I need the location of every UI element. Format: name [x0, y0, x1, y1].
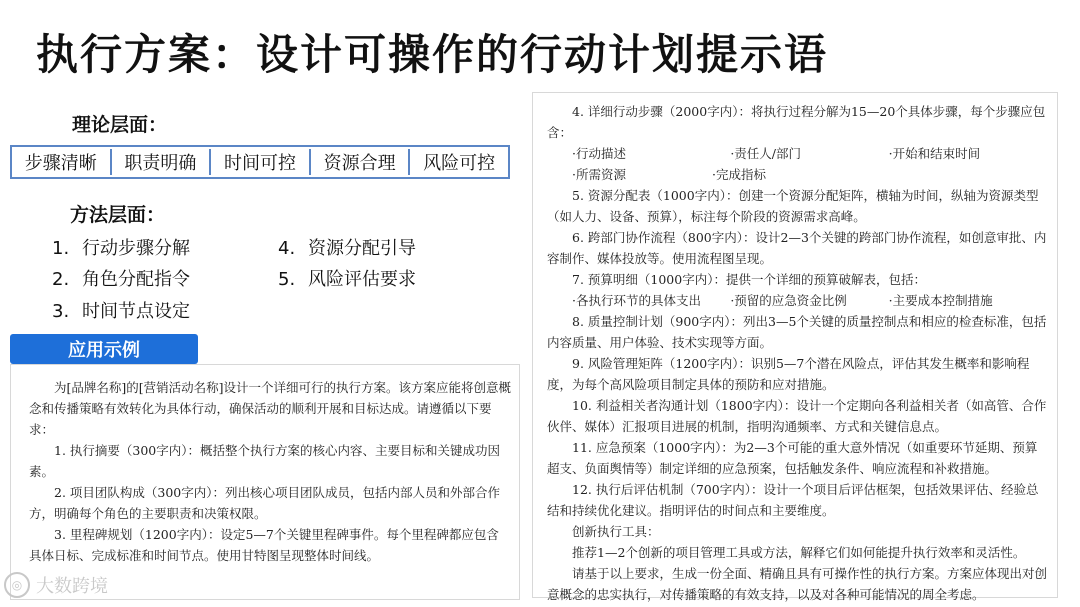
theory-tag: 职责明确	[112, 149, 212, 175]
doc-paragraph: 10. 利益相关者沟通计划（1800字内）：设计一个定期向各利益相关者（如高管、合作伙伴、媒体）汇报项目进展的机制，指明沟通频率、方式和关键信息点。	[547, 398, 1047, 434]
method-item-label: 行动步骤分解	[82, 238, 190, 259]
page-title: 执行方案：设计可操作的行动计划提示语	[36, 30, 829, 79]
doc-paragraph: 9. 风险管理矩阵（1200字内）：识别5—7个潜在风险点，评估其发生概率和影响程度，为每个高风险项目制定具体的预防和应对措施。	[547, 356, 1030, 392]
doc-paragraph: 创新执行工具：	[572, 524, 660, 539]
doc-sub-item: ·各执行环节的具体支出	[572, 293, 701, 308]
method-item-label: 角色分配指令	[82, 269, 190, 290]
doc-paragraph: 请基于以上要求，生成一份全面、精确且具有可操作性的执行方案。方案应体现出对创意概念的忠实执行，对传播策略的有效支持，以及对各种可能情况的周全考虑。	[547, 566, 1048, 602]
doc-paragraph: 2. 项目团队构成（300字内）：列出核心项目团队成员，包括内部人员和外部合作方，明确每个角色的主要职责和决策权限。	[29, 485, 501, 521]
method-item-label: 资源分配引导	[308, 238, 416, 259]
method-item-number: 4.	[278, 238, 296, 259]
doc-paragraph: 3. 里程碑规划（1200字内）：设定5—7个关键里程碑事件。每个里程碑都应包含具体日标、完成标准和时间节点。使用甘特图呈现整体时间线。	[29, 527, 499, 563]
watermark-text: 大数跨境	[36, 576, 108, 597]
method-item	[52, 265, 190, 291]
method-item-number: 2.	[52, 269, 70, 290]
example-document-left	[10, 364, 520, 600]
doc-paragraph: 为[品牌名称]的[营销活动名称]设计一个详细可行的执行方案。该方案应能将创意概念和传播策略有效转化为具体行动，确保活动的顺利开展和目标达成。请遵循以下要求：	[29, 380, 512, 437]
watermark-logo-icon: ◎	[4, 572, 30, 598]
doc-sub-item: ·责任人/部门	[730, 146, 802, 161]
doc-paragraph: 推荐1—2个创新的项目管理工具或方法，解释它们如何能提升执行效率和灵活性。	[572, 545, 1026, 560]
theory-tag-row	[10, 145, 510, 179]
doc-sub-item: ·完成指标	[712, 167, 766, 182]
doc-sub-item: ·预留的应急资金比例	[730, 293, 847, 308]
doc-paragraph: 12. 执行后评估机制（700字内）：设计一个项目后评估框架，包括效果评估、经验总结和持续优化建议。指明评估的时间点和主要维度。	[547, 482, 1039, 518]
doc-sub-item: ·主要成本控制措施	[888, 293, 993, 308]
theory-tag: 时间可控	[211, 149, 311, 175]
doc-paragraph: 5. 资源分配表（1000字内）：创建一个资源分配矩阵，横轴为时间，纵轴为资源类型（如人力、设备、预算），标注每个阶段的资源需求高峰。	[547, 188, 1039, 224]
document-text	[547, 101, 1047, 605]
method-item-label: 时间节点设定	[82, 301, 190, 322]
doc-paragraph: 4. 详细行动步骤（2000字内）：将执行过程分解为15—20个具体步骤，每个步骤应包含：	[547, 104, 1046, 140]
method-item	[52, 234, 190, 260]
doc-sub-list	[547, 164, 1047, 185]
doc-sub-list	[547, 143, 1047, 164]
example-document-right	[532, 92, 1058, 602]
theory-tag: 资源合理	[311, 149, 411, 175]
theory-tag: 风险可控	[423, 153, 496, 174]
method-item-number: 3.	[52, 301, 70, 322]
method-item	[278, 265, 416, 291]
method-item-label: 风险评估要求	[308, 269, 416, 290]
doc-sub-item: ·行动描述	[572, 146, 626, 161]
doc-sub-item: ·开始和结束时间	[888, 146, 981, 161]
doc-paragraph: 1. 执行摘要（300字内）：概括整个执行方案的核心内容、主要目标和关键成功因素。	[29, 443, 501, 479]
doc-paragraph: 11. 应急预案（1000字内）：为2—3个可能的重大意外情况（如重要环节延期、预算超支、负面舆情等）制定详细的应急预案，包括触发条件、响应流程和补救措施。	[547, 440, 1038, 476]
theory-heading: 理论层面：	[72, 114, 168, 136]
method-item-number: 1.	[52, 238, 70, 259]
method-heading: 方法层面：	[70, 204, 166, 226]
document-text	[29, 377, 511, 566]
method-item	[52, 297, 190, 323]
watermark	[4, 572, 108, 598]
method-list	[52, 234, 472, 330]
example-badge: 应用示例	[10, 334, 198, 364]
doc-paragraph: 8. 质量控制计划（900字内）：列出3—5个关键的质量控制点和相应的检查标准，包括内容质量、用户体验、技术实现等方面。	[547, 314, 1047, 350]
method-item-number: 5.	[278, 269, 296, 290]
doc-sub-list	[547, 290, 1047, 311]
method-item	[278, 234, 416, 260]
doc-paragraph: 6. 跨部门协作流程（800字内）：设计2—3个关键的跨部门协作流程，如创意审批、内容制作、媒体投放等。使用流程图呈现。	[547, 230, 1047, 266]
theory-tag: 步骤清晰	[12, 149, 112, 175]
doc-paragraph: 7. 预算明细（1000字内）：提供一个详细的预算破解表，包括：	[572, 272, 926, 287]
doc-sub-item: ·所需资源	[572, 167, 626, 182]
